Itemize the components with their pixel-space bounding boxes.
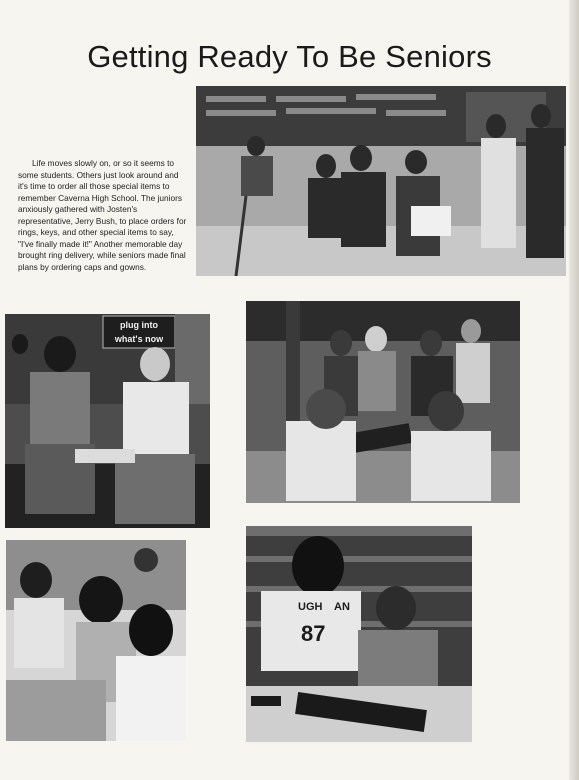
jersey-number: 87 — [301, 621, 326, 646]
sign-line-2: what's now — [114, 334, 164, 344]
photo-ring-order-table — [246, 301, 520, 503]
photo-students-seated-sign — [5, 314, 210, 528]
photo-students-at-table — [6, 540, 186, 741]
page-binding-shadow — [569, 0, 579, 780]
jersey-text-line-2: AN — [334, 601, 350, 613]
jersey-text-line-1: UGH — [298, 601, 323, 613]
sign-line-1: plug into — [120, 320, 158, 330]
body-paragraph: Life moves slowly on, or so it seems to some students. Others just look around and it's time to order all those special items to remember Caverna High School. The juniors anxiously gathered with Josten's representative, Jerry Bush, to place orders for rings, keys, and other special items to say, "I've finally made it!" Another memorable day brought ring delivery, while seniors made final plans by ordering caps and gowns. — [18, 158, 187, 272]
page-title: Getting Ready To Be Seniors — [87, 38, 492, 74]
photo-library-students-ordering — [196, 86, 566, 276]
photo-students-jersey-library — [246, 526, 472, 742]
